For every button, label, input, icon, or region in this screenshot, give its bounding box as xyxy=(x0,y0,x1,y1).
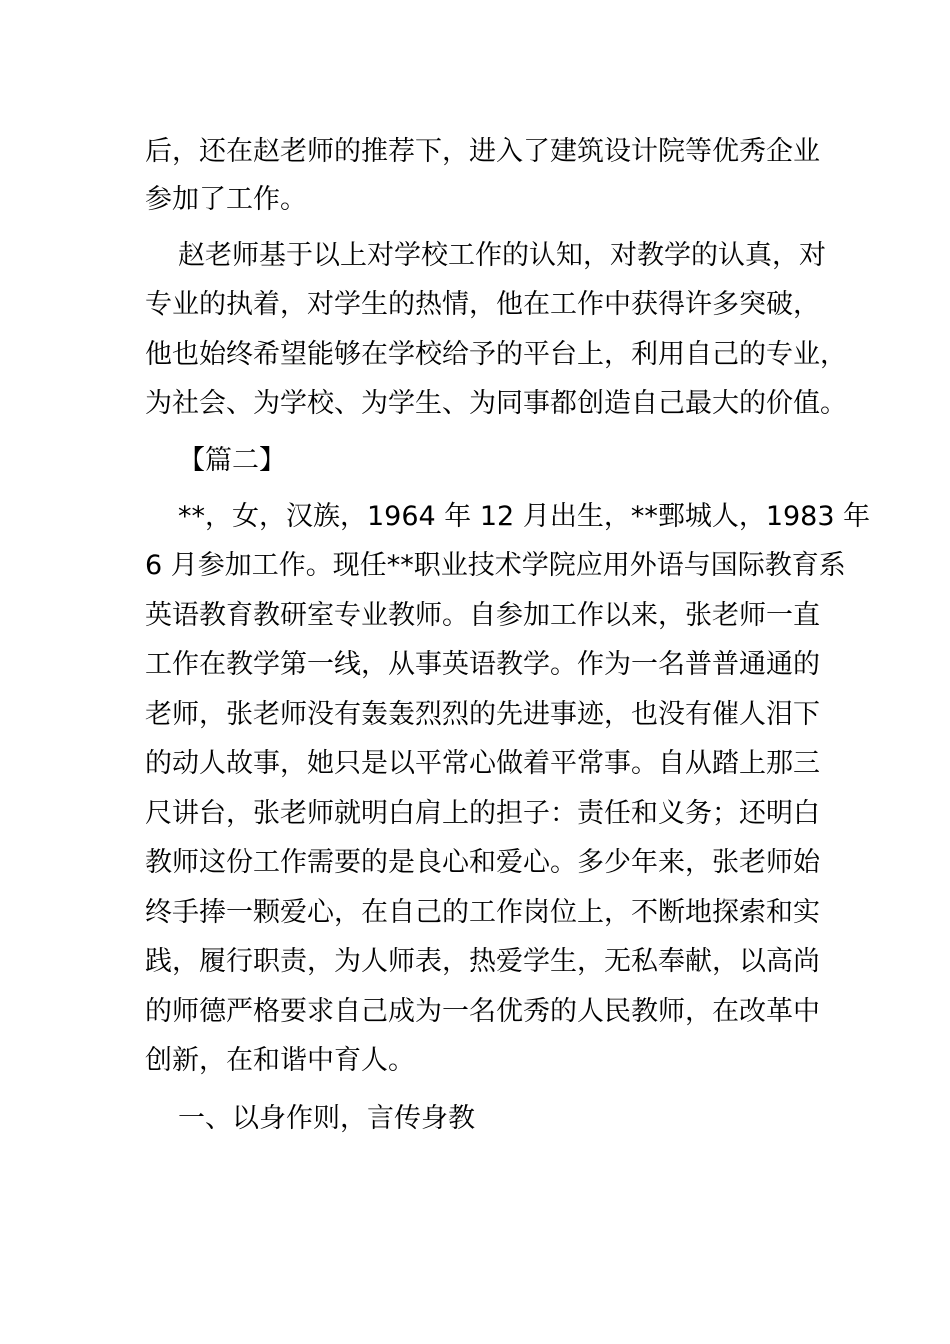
paragraph-line: 后，还在赵老师的推荐下，进入了建筑设计院等优秀企业 xyxy=(145,136,820,167)
paragraph-line: 终手捧一颗爱心，在自己的工作岗位上，不断地探索和实 xyxy=(145,897,820,928)
paragraph-line: 创新，在和谐中育人。 xyxy=(145,1045,415,1076)
paragraph-line: 教师这份工作需要的是良心和爱心。多少年来，张老师始 xyxy=(145,847,820,878)
paragraph-line: 的师德严格要求自己成为一名优秀的人民教师，在改革中 xyxy=(145,996,820,1027)
paragraph-line: 践，履行职责，为人师表，热爱学生，无私奉献，以高尚 xyxy=(145,946,820,977)
paragraph-line: 参加了工作。 xyxy=(145,184,307,215)
paragraph-line: 的动人故事，她只是以平常心做着平常事。自从踏上那三 xyxy=(145,748,820,779)
paragraph-line: 专业的执着，对学生的热情，他在工作中获得许多突破， xyxy=(145,289,820,320)
paragraph-line: 英语教育教研室专业教师。自参加工作以来，张老师一直 xyxy=(145,600,820,631)
subheading: 一、以身作则，言传身教 xyxy=(178,1103,475,1134)
paragraph-line: 6 月参加工作。现任**职业技术学院应用外语与国际教育系 xyxy=(145,550,846,581)
paragraph-line: 尺讲台，张老师就明白肩上的担子：责任和义务；还明白 xyxy=(145,798,820,829)
paragraph-line: 赵老师基于以上对学校工作的认知，对教学的认真，对 xyxy=(178,240,826,271)
section-heading: 【篇二】 xyxy=(178,445,286,476)
paragraph-line: 他也始终希望能够在学校给予的平台上，利用自己的专业， xyxy=(145,339,847,370)
paragraph-line: 老师，张老师没有轰轰烈烈的先进事迹，也没有催人泪下 xyxy=(145,699,820,730)
paragraph-line: 为社会、为学校、为学生、为同事都创造自己最大的价值。 xyxy=(145,388,847,419)
paragraph-line: **，女，汉族，1964 年 12 月出生，**鄄城人，1983 年 xyxy=(178,501,871,532)
paragraph-line: 工作在教学第一线，从事英语教学。作为一名普普通通的 xyxy=(145,649,820,680)
